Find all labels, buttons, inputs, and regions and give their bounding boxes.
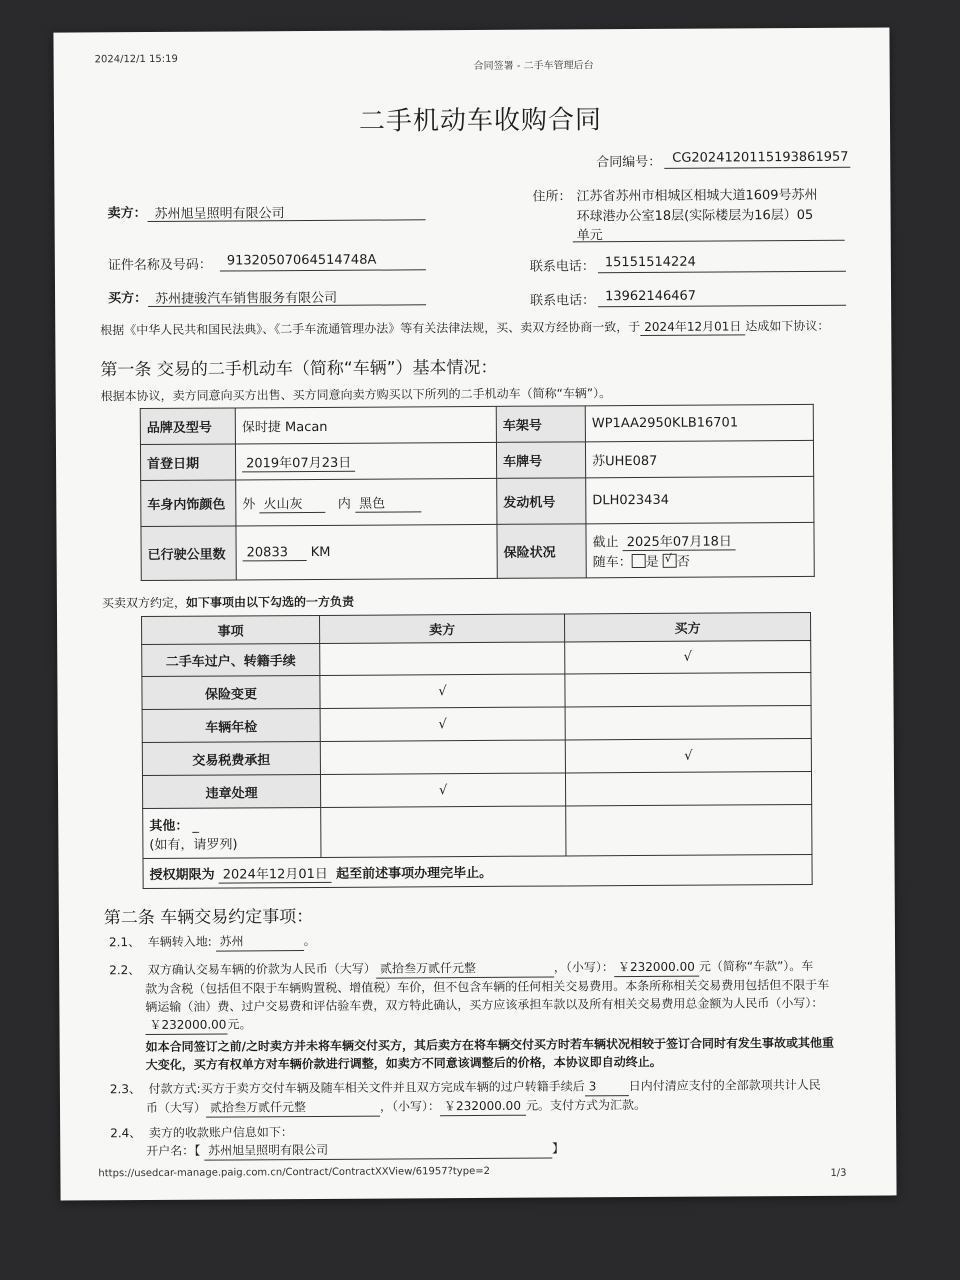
seller-address-line2: 环球港办公室18层(实际楼层为16层）05 xyxy=(576,207,814,225)
section1-title: 第一条 交易的二手机动车（简称“车辆”）基本情况： xyxy=(100,357,498,381)
brand-value: 保时捷 Macan xyxy=(235,406,496,444)
color-label: 车身内饰颜色 xyxy=(141,480,236,527)
resp-other-buyer xyxy=(566,804,812,856)
resp-row-seller: √ xyxy=(320,773,565,807)
seller-address-label: 住所： xyxy=(532,189,572,205)
resp-row-item: 违章处理 xyxy=(142,774,320,808)
section1-description: 根据本协议，卖方同意向买方出售、买方同意向卖方购买以下所列的二手机动车（简称“车辆”）。 xyxy=(100,386,612,404)
resp-header-buyer: 买方 xyxy=(565,612,811,642)
plate-label: 车牌号 xyxy=(496,442,585,479)
section2-title: 第二条 车辆交易约定事项： xyxy=(103,906,314,929)
resp-other-seller xyxy=(321,806,566,857)
resp-header-item: 事项 xyxy=(142,615,320,644)
print-datetime: 2024/12/1 15:19 xyxy=(94,53,178,66)
agreement-date: 2024年12月01日 xyxy=(640,317,745,336)
seller-phone-underline xyxy=(598,271,846,274)
resp-row-buyer: √ xyxy=(565,738,811,773)
with-car-no-checkbox[interactable] xyxy=(663,554,677,568)
contract-no-label: 合同编号： xyxy=(596,154,662,171)
resp-row-buyer xyxy=(565,705,811,740)
mileage-value: 20833 xyxy=(243,545,307,561)
clause-2-1: 2.1、 车辆转入地: 苏州 。 xyxy=(109,932,316,952)
resp-row-item: 交易税费承担 xyxy=(142,741,320,775)
resp-row-seller xyxy=(320,740,565,774)
seller-label: 卖方： xyxy=(107,205,147,222)
resp-row-buyer: √ xyxy=(565,640,811,674)
vin-label: 车架号 xyxy=(496,406,585,443)
reg-date-label: 首登日期 xyxy=(140,444,235,481)
adjustment-clause: 如本合同签订之前/之时卖方并未将车辆交付买方，其后卖方在将车辆交付买方时若车辆状况相较于签订合同时有发生事故或其他重 大变化，买方有权单方对车辆价款进行调整，如卖方不同意该调整后的价格，本协议即自动终止。 xyxy=(145,1035,835,1073)
buyer-phone-label: 联系电话： xyxy=(530,293,596,309)
vin-value: WP1AA2950KLB16701 xyxy=(585,404,813,441)
reg-date-value: 2019年07月23日 xyxy=(242,451,355,472)
buyer-phone: 13962146467 xyxy=(605,288,697,305)
seller-address-underline xyxy=(573,240,845,243)
color-value: 外 火山灰 内 黑色 xyxy=(236,478,497,526)
intro-text: 根据《中华人民共和国民法典》、《二手车流通管理办法》等有关法律法规，买、卖双方经协商一致，于 2024年12月01日 达成如下协议： xyxy=(100,318,830,338)
seller-id-label: 证件名称及号码： xyxy=(107,257,212,274)
clause-2-4: 2.4、 卖方的收款账户信息如下： 开户名：【 苏州旭呈照明有限公司 】 xyxy=(110,1120,850,1162)
seller-phone: 15151514224 xyxy=(604,254,696,271)
resp-row-seller: √ xyxy=(320,707,565,741)
print-site-title: 合同签署 - 二手车管理后台 xyxy=(473,60,594,72)
price-uppercase: 贰拾叁万贰仟元整 xyxy=(376,959,554,979)
brand-label: 品牌及型号 xyxy=(140,408,235,445)
contract-title: 二手机动车收购合同 xyxy=(358,105,603,137)
account-holder: 苏州旭呈照明有限公司 xyxy=(204,1140,552,1161)
mileage-cell: 20833 KM xyxy=(236,524,497,580)
page-number: 1/3 xyxy=(830,1167,847,1179)
buyer-name: 苏州捷骏汽车销售服务有限公司 xyxy=(155,290,338,307)
seller-phone-label: 联系电话： xyxy=(529,259,595,275)
seller-address-line3: 单元 xyxy=(576,228,603,244)
authorization-date: 2024年12月01日 xyxy=(219,862,332,883)
buyer-label: 买方： xyxy=(108,290,148,307)
resp-header-seller: 卖方 xyxy=(320,614,565,643)
exterior-color: 火山灰 xyxy=(259,492,325,512)
resp-row-item: 车辆年检 xyxy=(142,708,320,742)
responsibility-table xyxy=(141,612,813,889)
plate-value: 苏UHE087 xyxy=(585,440,813,477)
resp-row-buyer xyxy=(565,672,811,707)
responsibility-intro: 买卖双方约定，如下事项由以下勾选的一方负责 xyxy=(101,594,354,611)
resp-row-seller xyxy=(320,642,565,675)
insurance-label: 保险状况 xyxy=(497,524,586,579)
buyer-phone-underline xyxy=(598,305,846,308)
contract-no: CG2024120115193861957 xyxy=(672,149,849,166)
contract-no-underline xyxy=(664,167,850,169)
footer-url: https://usedcar-manage.paig.com.cn/Contract/ContractXXView/61957?type=2 xyxy=(98,1165,490,1180)
with-car-yes-checkbox[interactable] xyxy=(632,554,646,568)
clause-2-3: 2.3、 付款方式:买方于卖方交付车辆及随车相关文件并且双方完成车辆的过户转籍手续后 3 日内付清应支付的全部款项共计人民 币（大写） 贰拾叁万贰仟元整 ，（小写）： ￥232000.00 元。支付方式为汇款。 xyxy=(110,1076,850,1119)
total-amount: ￥232000.00 xyxy=(145,1016,227,1036)
transfer-city: 苏州 xyxy=(216,932,304,952)
mileage-label: 已行驶公里数 xyxy=(141,526,236,581)
resp-row-buyer xyxy=(565,771,811,806)
contract-page xyxy=(53,27,896,1200)
resp-row-seller: √ xyxy=(320,674,565,708)
engine-value: DLH023434 xyxy=(586,476,814,523)
seller-id: 91320507064514748A xyxy=(226,252,377,269)
payment-lowercase: ￥232000.00 xyxy=(440,1097,526,1117)
payment-days: 3 xyxy=(585,1077,629,1096)
insurance-date: 2025年07月18日 xyxy=(623,530,736,551)
payment-uppercase: 贰拾叁万贰仟元整 xyxy=(206,1098,380,1118)
vehicle-info-table xyxy=(140,404,815,581)
engine-label: 发动机号 xyxy=(497,478,586,525)
authorization-period: 授权期限为 2024年12月01日 起至前述事项办理完毕止。 xyxy=(143,854,812,888)
resp-other-cell: 其他： _ (如有，请罗列) xyxy=(143,807,321,858)
resp-row-item: 保险变更 xyxy=(142,675,320,709)
seller-id-underline xyxy=(220,269,426,271)
price-lowercase: ￥232000.00 xyxy=(614,958,699,978)
seller-name: 苏州旭呈照明有限公司 xyxy=(154,206,285,222)
interior-color: 黑色 xyxy=(355,492,421,512)
clause-2-2: 2.2、 双方确认交易车辆的价款为人民币（大写） 贰拾叁万贰仟元整 ，（小写）： ￥232000.00 元（简称“车款”）。车 款为含税（包括但不限于车辆购置税、增值税）车价，但不包含车辆的任何相关交易费用。本条所称相关交易费用包括但不限于车 辆运输（油）费、过户交易费和评估验车费，双方特此确认，买方应该承担车款以及所有相关交易费用总金额为人民币（小写）： ￥232000.00元。 xyxy=(109,957,849,1036)
seller-address-line1: 江苏省苏州市相城区相城大道1609号苏州 xyxy=(576,187,818,205)
resp-row-item: 二手车过户、转籍手续 xyxy=(142,643,320,676)
insurance-cell: 截止 2025年07月18日 随车： 是 √ 否 xyxy=(586,522,814,577)
